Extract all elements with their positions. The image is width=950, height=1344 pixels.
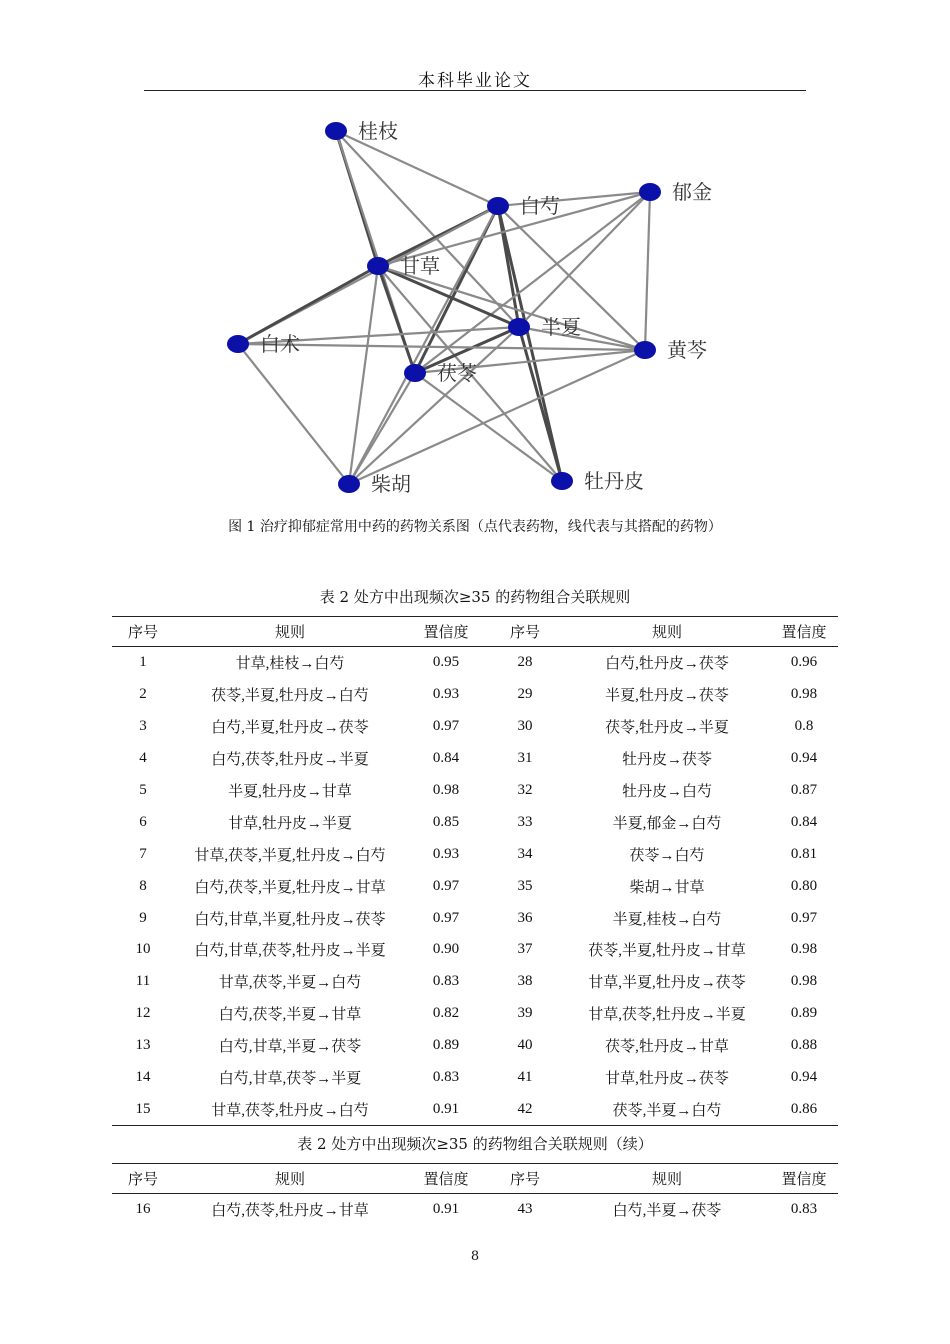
graph-node-label: 柴胡 bbox=[371, 472, 411, 496]
graph-edge-yujin-fuling bbox=[415, 192, 650, 373]
rule-cell: 半夏,桂枝→白芍 bbox=[612, 911, 722, 928]
table-row bbox=[112, 838, 838, 870]
rule-cell: 茯苓,半夏,牡丹皮→甘草 bbox=[588, 943, 746, 960]
table-row bbox=[112, 806, 838, 838]
table-row bbox=[112, 870, 838, 902]
row-index: 16 bbox=[135, 1201, 151, 1218]
header-rule: 规则 bbox=[651, 1172, 682, 1188]
table-row bbox=[112, 998, 838, 1030]
confidence-cell: 0.94 bbox=[790, 1069, 818, 1086]
confidence-cell: 0.84 bbox=[432, 750, 460, 767]
graph-node-label: 郁金 bbox=[672, 180, 712, 204]
rule-cell: 白芍,甘草,茯苓→半夏 bbox=[218, 1071, 362, 1088]
rule-cell: 甘草,牡丹皮→半夏 bbox=[228, 815, 352, 832]
row-index: 9 bbox=[139, 909, 147, 926]
table-row bbox=[112, 934, 838, 966]
rule-cell: 半夏,郁金→白芍 bbox=[612, 815, 722, 832]
row-index: 39 bbox=[517, 1005, 533, 1022]
header-confidence: 置信度 bbox=[423, 625, 469, 641]
graph-edge-baizhu-chaihu bbox=[238, 344, 349, 484]
graph-node-label: 牡丹皮 bbox=[584, 469, 644, 493]
graph-node-label: 甘草 bbox=[400, 254, 440, 278]
row-index: 31 bbox=[517, 750, 533, 767]
table-row bbox=[112, 743, 838, 775]
rule-cell: 白芍,甘草,半夏,牡丹皮→茯苓 bbox=[194, 911, 386, 928]
graph-node-huangqin bbox=[634, 341, 656, 359]
confidence-cell: 0.96 bbox=[790, 654, 818, 671]
confidence-cell: 0.95 bbox=[432, 654, 460, 671]
row-index: 11 bbox=[135, 973, 151, 990]
rule-cell: 白芍,茯苓,半夏,牡丹皮→甘草 bbox=[194, 879, 386, 896]
graph-node-yujin bbox=[639, 183, 661, 201]
page-header: 本科毕业论文 bbox=[418, 71, 532, 91]
rule-cell: 茯苓→白芍 bbox=[629, 847, 705, 864]
confidence-cell: 0.93 bbox=[432, 845, 460, 862]
confidence-cell: 0.84 bbox=[790, 813, 818, 830]
confidence-cell: 0.97 bbox=[790, 909, 818, 926]
confidence-cell: 0.98 bbox=[790, 941, 818, 958]
rule-cell: 甘草,茯苓,牡丹皮→半夏 bbox=[588, 1007, 746, 1024]
confidence-cell: 0.83 bbox=[790, 1201, 818, 1218]
confidence-cell: 0.94 bbox=[790, 750, 818, 767]
rule-cell: 甘草,半夏,牡丹皮→茯苓 bbox=[588, 975, 746, 992]
confidence-cell: 0.91 bbox=[432, 1201, 460, 1218]
row-index: 5 bbox=[139, 782, 147, 798]
row-index: 7 bbox=[139, 845, 147, 862]
table-row bbox=[112, 679, 838, 711]
row-index: 28 bbox=[517, 654, 533, 671]
rule-cell: 茯苓,半夏→白芍 bbox=[612, 1102, 722, 1119]
rule-cell: 白芍,牡丹皮→茯苓 bbox=[605, 656, 729, 673]
rule-cell: 牡丹皮→茯苓 bbox=[621, 752, 712, 769]
rule-cell: 甘草,牡丹皮→茯苓 bbox=[605, 1071, 729, 1088]
confidence-cell: 0.88 bbox=[790, 1037, 818, 1054]
graph-edge-yujin-huangqin bbox=[645, 192, 650, 350]
herb-relation-graph bbox=[0, 0, 950, 510]
table-row bbox=[112, 902, 838, 934]
header-index: 序号 bbox=[509, 1172, 540, 1188]
row-index: 2 bbox=[139, 686, 147, 703]
page-number: 8 bbox=[470, 1249, 480, 1264]
row-index: 40 bbox=[517, 1037, 533, 1054]
header-confidence: 置信度 bbox=[781, 625, 827, 641]
rule-cell: 白芍,半夏→茯苓 bbox=[612, 1203, 722, 1220]
row-index: 4 bbox=[139, 750, 147, 767]
graph-edge-gancao-baizhu bbox=[238, 266, 378, 344]
rule-cell: 半夏,牡丹皮→茯苓 bbox=[605, 688, 729, 705]
row-index: 41 bbox=[517, 1069, 533, 1086]
table-row bbox=[112, 775, 838, 807]
confidence-cell: 0.81 bbox=[790, 845, 818, 862]
row-index: 8 bbox=[139, 877, 147, 894]
row-index: 10 bbox=[135, 941, 151, 958]
row-index: 33 bbox=[517, 813, 533, 830]
confidence-cell: 0.80 bbox=[790, 877, 818, 894]
graph-node-fuling bbox=[404, 364, 426, 382]
table-row bbox=[112, 711, 838, 743]
table-header-row bbox=[112, 1164, 838, 1194]
rule-cell: 白芍,甘草,半夏→茯苓 bbox=[218, 1039, 362, 1056]
rule-cell: 柴胡→甘草 bbox=[629, 879, 705, 896]
graph-node-chaihu bbox=[338, 475, 360, 493]
rule-cell: 茯苓,半夏,牡丹皮→白芍 bbox=[211, 688, 369, 705]
row-index: 12 bbox=[135, 1005, 151, 1022]
row-index: 43 bbox=[517, 1201, 533, 1218]
header-rule: 规则 bbox=[274, 625, 305, 641]
graph-node-label: 桂枝 bbox=[358, 119, 398, 143]
row-index: 42 bbox=[517, 1100, 533, 1117]
confidence-cell: 0.90 bbox=[432, 941, 460, 958]
rule-cell: 半夏,牡丹皮→甘草 bbox=[228, 784, 352, 800]
graph-edge-guizhi-banxia bbox=[336, 131, 519, 327]
table-row bbox=[112, 647, 838, 679]
confidence-cell: 0.97 bbox=[432, 909, 460, 926]
table-row bbox=[112, 1093, 838, 1125]
graph-edge-fuling-chaihu bbox=[349, 373, 415, 484]
rule-cell: 牡丹皮→白芍 bbox=[621, 784, 712, 800]
row-index: 30 bbox=[517, 718, 533, 735]
confidence-cell: 0.85 bbox=[432, 813, 460, 830]
row-index: 36 bbox=[517, 909, 533, 926]
graph-nodes bbox=[227, 119, 712, 496]
header-index: 序号 bbox=[127, 1172, 158, 1188]
graph-edge-gancao-fuling bbox=[378, 266, 415, 373]
graph-node-label: 黄芩 bbox=[667, 338, 707, 362]
graph-edge-gancao-chaihu bbox=[349, 266, 378, 484]
association-rules-table-continued bbox=[112, 1163, 838, 1226]
confidence-cell: 0.97 bbox=[432, 877, 460, 894]
graph-node-mudanpi bbox=[551, 472, 573, 490]
header-confidence: 置信度 bbox=[781, 1172, 827, 1188]
header-rule: 规则 bbox=[651, 625, 682, 641]
row-index: 13 bbox=[135, 1037, 151, 1054]
row-index: 34 bbox=[517, 845, 533, 862]
graph-edge-banxia-chaihu bbox=[349, 327, 519, 484]
confidence-cell: 0.89 bbox=[432, 1037, 460, 1054]
row-index: 29 bbox=[517, 686, 533, 703]
confidence-cell: 0.93 bbox=[432, 686, 460, 703]
rule-cell: 茯苓,牡丹皮→甘草 bbox=[605, 1039, 729, 1056]
confidence-cell: 0.98 bbox=[432, 782, 460, 798]
graph-node-baizhu bbox=[227, 335, 249, 353]
table-row bbox=[112, 1194, 838, 1226]
row-index: 1 bbox=[139, 654, 147, 671]
rule-cell: 茯苓,牡丹皮→半夏 bbox=[605, 720, 729, 737]
graph-node-label: 茯苓 bbox=[437, 361, 477, 385]
confidence-cell: 0.89 bbox=[790, 1005, 818, 1022]
row-index: 32 bbox=[517, 782, 533, 798]
rule-cell: 白芍,茯苓,牡丹皮→甘草 bbox=[211, 1203, 369, 1220]
rule-cell: 甘草,茯苓,半夏,牡丹皮→白芍 bbox=[194, 847, 386, 864]
rule-cell: 甘草,茯苓,牡丹皮→白芍 bbox=[211, 1102, 369, 1119]
graph-node-label: 白术 bbox=[260, 332, 300, 356]
graph-node-label: 白芍 bbox=[520, 194, 560, 218]
row-index: 37 bbox=[517, 941, 533, 958]
confidence-cell: 0.8 bbox=[794, 718, 814, 735]
graph-node-gancao bbox=[367, 257, 389, 275]
confidence-cell: 0.83 bbox=[432, 973, 460, 990]
graph-node-baishao bbox=[487, 197, 509, 215]
row-index: 14 bbox=[135, 1069, 151, 1086]
table-header-row bbox=[112, 617, 838, 647]
confidence-cell: 0.98 bbox=[790, 973, 818, 990]
confidence-cell: 0.86 bbox=[790, 1100, 818, 1117]
row-index: 3 bbox=[139, 718, 147, 735]
header-index: 序号 bbox=[509, 625, 540, 641]
confidence-cell: 0.91 bbox=[432, 1100, 460, 1117]
rule-cell: 甘草,桂枝→白芍 bbox=[235, 656, 345, 673]
rule-cell: 白芍,茯苓,牡丹皮→半夏 bbox=[211, 752, 369, 769]
figure-caption: 图 1 治疗抑郁症常用中药的药物关系图（点代表药物，线代表与其搭配的药物） bbox=[228, 519, 722, 535]
table-row bbox=[112, 1030, 838, 1062]
table-title: 表 2 处方中出现频次≥35 的药物组合关联规则 bbox=[319, 588, 631, 606]
row-index: 15 bbox=[135, 1100, 151, 1117]
graph-node-banxia bbox=[508, 318, 530, 336]
header-index: 序号 bbox=[127, 625, 158, 641]
table-row bbox=[112, 1062, 838, 1094]
confidence-cell: 0.82 bbox=[432, 1005, 460, 1022]
header-confidence: 置信度 bbox=[423, 1172, 469, 1188]
confidence-cell: 0.97 bbox=[432, 718, 460, 735]
rule-cell: 白芍,半夏,牡丹皮→茯苓 bbox=[211, 720, 369, 737]
rule-cell: 白芍,茯苓,半夏→甘草 bbox=[218, 1007, 362, 1024]
rule-cell: 白芍,甘草,茯苓,牡丹皮→半夏 bbox=[194, 943, 386, 960]
graph-edge-huangqin-chaihu bbox=[349, 350, 645, 484]
graph-node-label: 半夏 bbox=[541, 315, 581, 339]
table-row bbox=[112, 966, 838, 998]
confidence-cell: 0.83 bbox=[432, 1069, 460, 1086]
association-rules-table bbox=[112, 616, 838, 1126]
graph-edges bbox=[238, 131, 650, 484]
row-index: 35 bbox=[517, 877, 533, 894]
rule-cell: 甘草,茯苓,半夏→白芍 bbox=[218, 975, 362, 992]
confidence-cell: 0.87 bbox=[790, 782, 818, 798]
row-index: 38 bbox=[517, 973, 533, 990]
confidence-cell: 0.98 bbox=[790, 686, 818, 703]
row-index: 6 bbox=[139, 813, 147, 830]
table-title-continued: 表 2 处方中出现频次≥35 的药物组合关联规则（续） bbox=[297, 1135, 653, 1153]
header-rule: 规则 bbox=[274, 1172, 305, 1188]
graph-node-guizhi bbox=[325, 122, 347, 140]
